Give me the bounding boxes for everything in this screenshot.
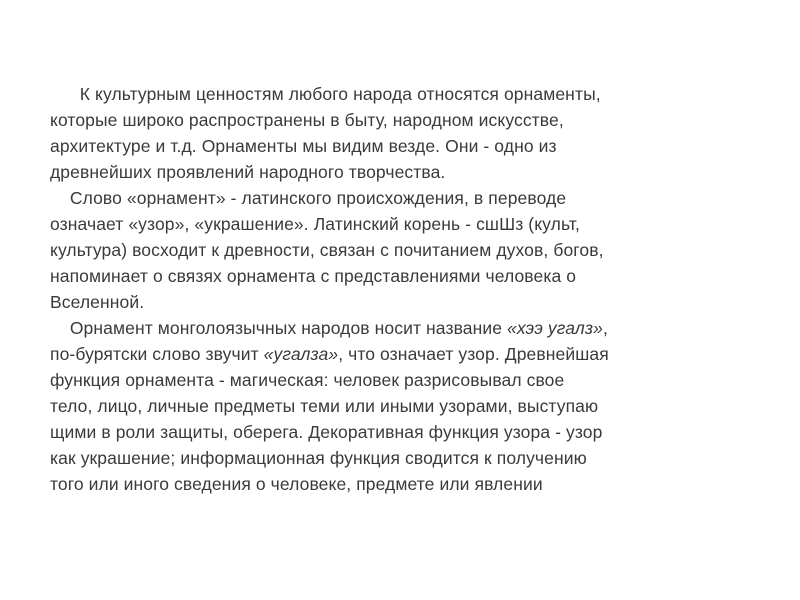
text-line: функция орнамента - магическая: человек разрисовывал свое	[50, 370, 565, 390]
text-line: архитектуре и т.д. Орнаменты мы видим везде. Они - одно из	[50, 136, 557, 156]
slide-text-body	[50, 81, 760, 497]
italic-term: «угалза»	[263, 344, 339, 364]
text-segment: по-бурятски слово звучит	[50, 344, 264, 364]
text-line: тело, лицо, личные предметы теми или иными узорами, выступаю	[50, 396, 599, 416]
text-line	[50, 341, 760, 367]
text-line: Слово «орнамент» - латинского происхождения, в переводе	[50, 188, 567, 208]
text-line: щими в роли защиты, оберега. Декоративная функция узора - узор	[50, 422, 603, 442]
text-line: как украшение; информационная функция сводится к получению	[50, 448, 587, 468]
text-line: Вселенной.	[50, 292, 145, 312]
text-line: означает «узор», «украшение». Латинский корень - сшШз (культ,	[50, 214, 580, 234]
text-line: того или иного сведения о человеке, предмете или явлении	[50, 474, 543, 494]
paragraph-word-origin	[50, 185, 760, 315]
text-segment: , что означает узор. Древнейшая	[338, 344, 609, 364]
text-line	[50, 315, 760, 341]
text-line: напоминает о связях орнамента с представлениями человека о	[50, 266, 577, 286]
text-line: которые широко распространены в быту, народном искусстве,	[50, 110, 564, 130]
paragraph-cultural-values	[50, 81, 760, 185]
text-line: культура) восходит к древности, связан с почитанием духов, богов,	[50, 240, 604, 260]
text-segment: Орнамент монголоязычных народов носит название	[50, 318, 508, 338]
italic-term: «хээ угалз»	[507, 318, 603, 338]
text-segment: ,	[602, 318, 608, 338]
text-line: древнейших проявлений народного творчества.	[50, 162, 446, 182]
text-line: К культурным ценностям любого народа относятся орнаменты,	[50, 84, 601, 104]
paragraph-mongolian-ornament	[50, 315, 760, 497]
